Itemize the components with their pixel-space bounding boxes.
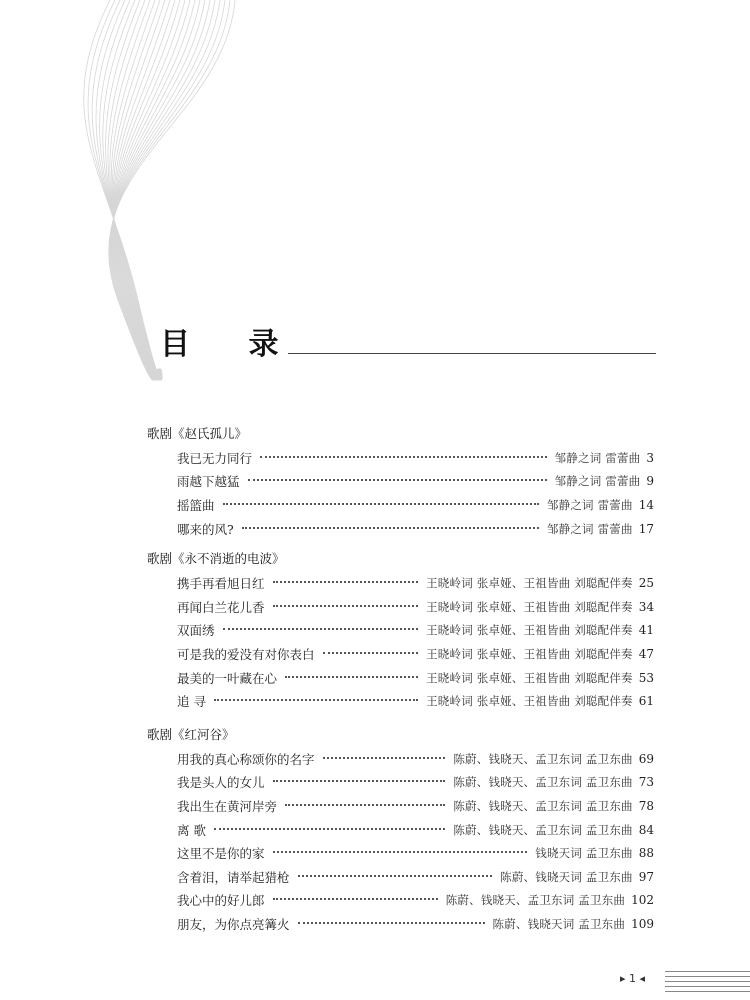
heading-rule: [288, 353, 656, 354]
entry-title: 哪来的风?: [177, 521, 234, 537]
toc-entry[interactable]: [147, 595, 654, 619]
entry-page: 97: [638, 869, 654, 884]
toc-entry[interactable]: [147, 794, 654, 818]
toc-entry[interactable]: [147, 446, 654, 470]
entry-credits: 陈蔚、钱晓天词 孟卫东曲: [500, 869, 633, 884]
entry-page: 61: [638, 694, 654, 709]
leader-dots: [223, 503, 539, 505]
leader-dots: [273, 780, 446, 782]
entry-page: 88: [638, 846, 654, 861]
entry-credits: 陈蔚、钱晓天、孟卫东词 孟卫东曲: [453, 822, 633, 837]
toc-entry[interactable]: [147, 841, 654, 865]
leader-dots: [323, 652, 419, 654]
entry-credits: 陈蔚、钱晓天、孟卫东词 孟卫东曲: [453, 798, 633, 813]
toc-entry[interactable]: [147, 689, 654, 713]
leader-dots: [214, 699, 418, 701]
entry-page: 53: [638, 670, 654, 685]
leader-dots: [242, 527, 539, 529]
entry-page: 17: [638, 521, 654, 536]
toc-entry[interactable]: [147, 747, 654, 771]
leader-dots: [298, 922, 485, 924]
entry-page: 69: [638, 751, 654, 766]
table-of-contents: [147, 423, 654, 936]
toc-entry[interactable]: [147, 571, 654, 595]
entry-title: 用我的真心称颂你的名字: [177, 751, 315, 767]
entry-credits: 王晓岭词 张卓娅、王祖皆曲 刘聪配伴奏: [426, 599, 633, 614]
leader-dots: [260, 456, 547, 458]
entry-credits: 钱晓天词 孟卫东曲: [535, 846, 633, 861]
toc-entry[interactable]: [147, 912, 654, 936]
entry-credits: 陈蔚、钱晓天、孟卫东词 孟卫东曲: [453, 775, 633, 790]
leader-dots: [298, 875, 493, 877]
entry-title: 再闻白兰花儿香: [177, 599, 265, 615]
toc-section: [147, 548, 654, 713]
toc-entry[interactable]: [147, 642, 654, 666]
entry-credits: 邹静之词 雷蕾曲: [554, 450, 641, 465]
entry-credits: 王晓岭词 张卓娅、王祖皆曲 刘聪配伴奏: [426, 670, 633, 685]
entry-title: 可是我的爱没有对你表白: [177, 646, 315, 662]
entry-credits: 王晓岭词 张卓娅、王祖皆曲 刘聪配伴奏: [426, 576, 633, 591]
entry-credits: 邹静之词 雷蕾曲: [546, 521, 633, 536]
section-title: 歌剧《永不消逝的电波》: [147, 551, 285, 567]
section-title: 歌剧《赵氏孤儿》: [147, 426, 248, 441]
entry-page: 73: [638, 775, 654, 790]
toc-entry[interactable]: [147, 666, 654, 690]
entry-page: 14: [638, 497, 654, 512]
toc-entry[interactable]: [147, 771, 654, 795]
toc-entry[interactable]: [147, 470, 654, 494]
entry-title: 我心中的好儿郎: [177, 893, 265, 909]
entry-page: 9: [646, 474, 654, 489]
footer-lines: [665, 971, 750, 996]
toc-entry[interactable]: [147, 619, 654, 643]
entry-page: 47: [638, 646, 654, 661]
leader-dots: [273, 581, 419, 583]
entry-title: 雨越下越猛: [177, 474, 240, 490]
entry-page: 102: [631, 893, 654, 908]
entry-page: 109: [631, 916, 654, 931]
toc-entry[interactable]: [147, 889, 654, 913]
entry-title: 追 寻: [177, 694, 206, 710]
leader-dots: [223, 628, 419, 630]
entry-page: 41: [638, 623, 654, 638]
entry-credits: 王晓岭词 张卓娅、王祖皆曲 刘聪配伴奏: [426, 623, 633, 638]
leader-dots: [285, 804, 445, 806]
entry-title: 最美的一叶藏在心: [177, 670, 278, 686]
toc-section: [147, 423, 654, 540]
leader-dots: [214, 828, 445, 830]
leader-dots: [273, 851, 528, 853]
entry-credits: 陈蔚、钱晓天、孟卫东词 孟卫东曲: [453, 751, 633, 766]
leader-dots: [248, 479, 547, 481]
toc-entry[interactable]: [147, 517, 654, 541]
entry-page: 34: [638, 599, 654, 614]
entry-credits: 陈蔚、钱晓天词 孟卫东曲: [492, 916, 626, 931]
toc-entry[interactable]: [147, 493, 654, 517]
entry-title: 这里不是你的家: [177, 846, 265, 862]
toc-entry[interactable]: [147, 865, 654, 889]
entry-title: 我出生在黄河岸旁: [177, 798, 278, 814]
entry-page: 25: [638, 576, 654, 591]
entry-credits: 邹静之词 雷蕾曲: [546, 497, 633, 512]
leader-dots: [273, 605, 419, 607]
entry-title: 携手再看旭日红: [177, 576, 265, 592]
entry-credits: 王晓岭词 张卓娅、王祖皆曲 刘聪配伴奏: [426, 646, 633, 661]
page-number: ▸ 1 ◂: [620, 972, 646, 985]
entry-title: 我已无力同行: [177, 450, 253, 466]
toc-section: [147, 724, 654, 936]
page-title: 目 录: [160, 327, 303, 362]
leader-dots: [323, 757, 446, 759]
entry-page: 3: [646, 450, 654, 465]
entry-title: 朋友，为你点亮篝火: [177, 916, 290, 932]
entry-credits: 邹静之词 雷蕾曲: [554, 474, 641, 489]
entry-title: 摇篮曲: [177, 497, 215, 513]
entry-title: 离 歌: [177, 822, 206, 838]
entry-page: 78: [638, 798, 654, 813]
entry-title: 含着泪，请举起猎枪: [177, 869, 290, 885]
section-title: 歌剧《红河谷》: [147, 726, 235, 742]
entry-page: 84: [638, 822, 654, 837]
entry-credits: 王晓岭词 张卓娅、王祖皆曲 刘聪配伴奏: [426, 694, 633, 709]
entry-title: 我是头人的女儿: [177, 775, 265, 791]
leader-dots: [285, 676, 418, 678]
leader-dots: [273, 898, 438, 900]
entry-title: 双面绣: [177, 623, 215, 639]
toc-heading: [160, 322, 656, 362]
toc-entry[interactable]: [147, 818, 654, 842]
entry-credits: 陈蔚、钱晓天、孟卫东词 孟卫东曲: [445, 893, 626, 908]
